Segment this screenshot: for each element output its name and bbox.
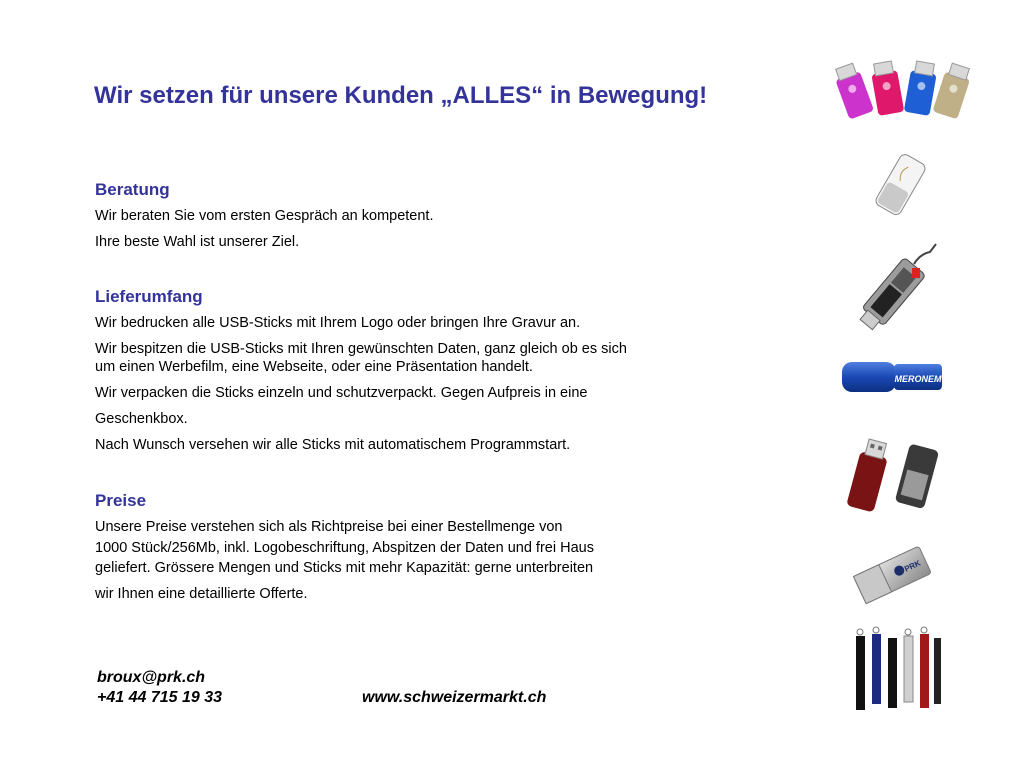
contact-email[interactable]: broux@prk.ch: [97, 669, 206, 686]
contact-phone: +41 44 715 19 33: [97, 689, 223, 706]
stick-logo-text: MERONEM: [894, 374, 942, 384]
section-heading: Preise: [95, 491, 147, 510]
text-line: geliefert. Grössere Mengen und Sticks mit mehr Kapazität: gerne unterbreiten: [95, 560, 594, 576]
text-line: Geschenkbox.: [95, 411, 188, 427]
contact-block: [97, 668, 222, 708]
white-usb-stick-image: [862, 142, 942, 222]
text-line: 1000 Stück/256Mb, inkl. Logobeschriftung, Abspitzen der Daten und frei Haus: [95, 540, 594, 556]
text-line: Wir bespitzen die USB-Sticks mit Ihren gewünschten Daten, ganz gleich ob es sich: [95, 341, 627, 357]
silver-usb-stick-image: [846, 530, 938, 612]
section-heading: Lieferumfang: [95, 287, 203, 306]
text-line: Unsere Preise verstehen sich als Richtpreise bei einer Bestellmenge von: [95, 519, 563, 535]
open-usb-stick-image: [844, 238, 944, 344]
colored-usb-sticks-image: [832, 58, 972, 130]
text-line: Wir bedrucken alle USB-Sticks mit Ihrem Logo oder bringen Ihre Gravur an.: [95, 315, 581, 331]
section-heading: Beratung: [95, 180, 170, 199]
section-beratung: [95, 180, 735, 259]
stick-logo-text: PRK: [903, 558, 923, 574]
text-line: Wir verpacken die Sticks einzeln und schutzverpackt. Gegen Aufpreis in eine: [95, 385, 588, 401]
text-line: um einen Werbefilm, eine Webseite, oder eine Präsentation handelt.: [95, 359, 533, 375]
lanyards-image: [848, 626, 948, 716]
contact-website[interactable]: www.schweizermarkt.ch: [362, 689, 547, 706]
text-line: Nach Wunsch versehen wir alle Sticks mit automatischem Programmstart.: [95, 437, 571, 453]
text-line: wir Ihnen eine detaillierte Offerte.: [95, 586, 308, 602]
text-line: Wir beraten Sie vom ersten Gespräch an kompetent.: [95, 208, 434, 224]
red-and-grey-usb-sticks-image: [840, 432, 944, 516]
text-line: Ihre beste Wahl ist unserer Ziel.: [95, 234, 300, 250]
page-title: Wir setzen für unsere Kunden „ALLES“ in Bewegung!: [94, 82, 708, 109]
blue-meronem-usb-stick-image: [838, 356, 950, 398]
section-preise: [95, 491, 735, 611]
section-lieferumfang: [95, 287, 735, 462]
